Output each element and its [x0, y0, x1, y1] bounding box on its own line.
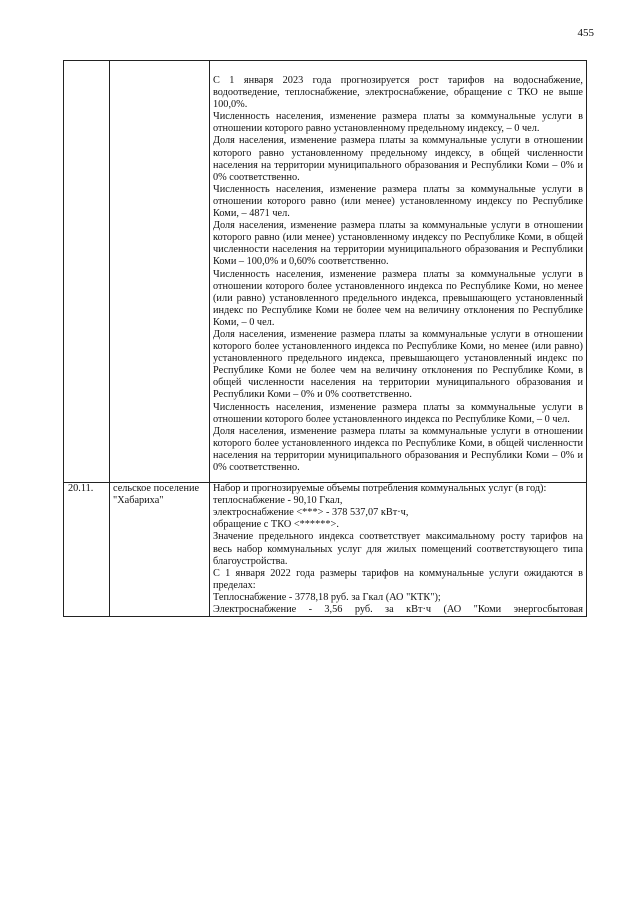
paragraph: Численность населения, изменение размера платы за коммунальные услуги в отношении которого равно (или менее) установленному индексу по Республике Коми, – 4871 чел. [213, 183, 583, 220]
table-row [64, 61, 587, 483]
paragraph: электроснабжение <***> - 378 537,07 кВт·ч, [213, 507, 409, 519]
paragraph: Доля населения, изменение размера платы за коммунальные услуги в отношении которого более установленного индекса по Республике Коми, но менее (или равно) установленного предельного индекса, превышающего установленный индекс по Республике Коми не более чем на величину отклонения по Республике Коми, в общей численности населения на территории муниципального образования и Республики Коми – 0% и 0% соответственно. [213, 328, 583, 401]
paragraph: теплоснабжение - 90,10 Гкал, [213, 495, 343, 507]
row-number: 20.11. [64, 483, 110, 617]
paragraph: Значение предельного индекса соответствует максимальному росту тарифов на весь набор коммунальных услуг для жилых помещений соответствующего типа благоустройства. [213, 531, 583, 567]
paragraph: Набор и прогнозируемые объемы потребления коммунальных услуг (в год): [213, 483, 547, 495]
paragraph: С 1 января 2023 года прогнозируется рост тарифов на водоснабжение, водоотведение, теплоснабжение, электроснабжение, обращение с ТКО не выше 100,0%. [213, 75, 583, 111]
page-number: 455 [577, 27, 594, 39]
row-number [64, 61, 110, 483]
paragraph: Электроснабжение - 3,56 руб. за кВт·ч (АО "Коми энергосбытовая [213, 604, 583, 616]
paragraph: С 1 января 2022 года размеры тарифов на коммунальные услуги ожидаются в пределах: [213, 567, 583, 591]
document-table [63, 60, 587, 617]
row-description [210, 483, 587, 617]
paragraph: Численность населения, изменение размера платы за коммунальные услуги в отношении которого равно установленному предельному индексу, – 0 чел. [213, 111, 583, 135]
paragraph: Численность населения, изменение размера платы за коммунальные услуги в отношении которого более установленного индекса по Республике Коми, но менее (или равно) установленного предельного индекса, превышающего установленный индекс по Республике Коми не более чем на величину отклонения по Республике Коми, – 0 чел. [213, 268, 583, 328]
row-description [210, 61, 587, 483]
paragraph: Доля населения, изменение размера платы за коммунальные услуги в отношении которого равно установленному предельному индексу, в общей численности населения на территории муниципального образования и Республики Коми – 0% и 0% соответственно. [213, 135, 583, 183]
paragraph: обращение с ТКО <******>. [213, 519, 339, 531]
paragraph: Численность населения, изменение размера платы за коммунальные услуги в отношении которого более установленного индекса по Республике Коми, – 0 чел. [213, 401, 583, 425]
municipality-name: сельское поселение "Хабариха" [110, 483, 210, 617]
table-row [64, 483, 587, 617]
paragraph: Доля населения, изменение размера платы за коммунальные услуги в отношении которого равно (или менее) установленному индексу по Республике Коми, в общей численности населения на территории муниципального образования и Республики Коми – 100,0% и 0,60% соответственно. [213, 220, 583, 268]
paragraph: Доля населения, изменение размера платы за коммунальные услуги в отношении которого более установленного индекса по Республике Коми, в общей численности населения на территории муниципального образования и Республики Коми – 0% и 0% соответственно. [213, 425, 583, 473]
municipality-name [110, 61, 210, 483]
paragraph: Теплоснабжение - 3778,18 руб. за Гкал (АО "КТК"); [213, 591, 441, 603]
